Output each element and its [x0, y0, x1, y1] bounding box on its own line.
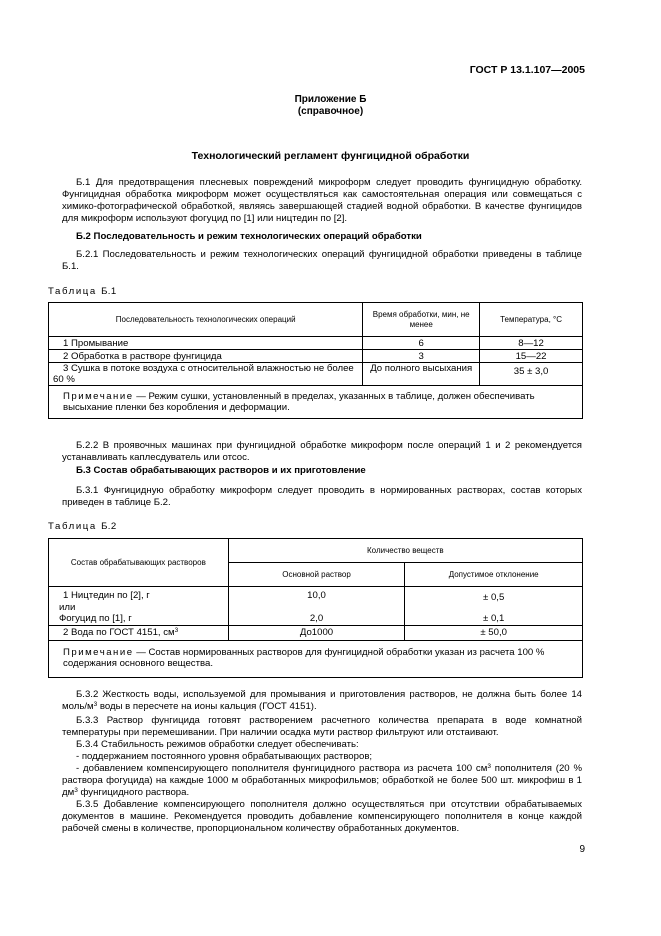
table-header-row — [49, 303, 583, 337]
text-run: пополнителя (20 % раствора фогуцида) на каждые 1000 м обработанных микрофильмов; обработкой не более 500 шт. микрофиш в 1 дм — [62, 763, 582, 798]
paragraph-b22-text: Б.2.2 В проявочных машинах при фунгицидной обработке микроформ после операций 1 и 2 рекомендуется устанавливать каплесдуватель или отсос. — [62, 440, 582, 463]
table-header-cell: Количество веществ — [228, 539, 582, 563]
table1-caption-number: Б.1 — [101, 286, 117, 297]
paragraph-b32-text — [62, 689, 582, 713]
table-cell-text: 2 Вода по ГОСТ 4151, см — [63, 626, 175, 638]
table-cell: 35 ± 3,0 — [480, 363, 583, 386]
table-header-row — [49, 539, 583, 563]
table1-caption-word: Таблица — [48, 286, 97, 297]
table-cell-line: ± 0,5 — [483, 592, 505, 603]
table-cell: 1 Промывание — [49, 337, 363, 350]
paragraph-b31-text: Б.3.1 Фунгицидную обработку микроформ следует проводить в нормированных растворах, состав которых приведен в таблице Б.2. — [62, 485, 582, 508]
table1-caption — [48, 286, 117, 298]
table-cell: 3 Сушка в потоке воздуха с относительной влажностью не более 60 % — [49, 363, 363, 386]
paragraph-b1 — [62, 177, 582, 225]
table-header-cell: Температура, °С — [480, 303, 583, 337]
paragraph-b34-text: Б.3.4 Стабильность режимов обработки следует обеспечивать: — [76, 739, 359, 750]
table-cell: 15—22 — [480, 350, 583, 363]
table-note-row — [49, 386, 583, 419]
table-cell — [228, 587, 405, 626]
table-row — [49, 363, 583, 386]
table-cell: До1000 — [228, 625, 405, 640]
table-cell — [49, 587, 229, 626]
appendix-subtitle: (справочное) — [297, 106, 364, 117]
table-cell: До полного высыхания — [363, 363, 480, 386]
table-header-cell: Последовательность технологических операций — [49, 303, 363, 337]
superscript: 3 — [487, 763, 491, 770]
paragraph-b31 — [62, 485, 582, 509]
table-cell: ± 50,0 — [405, 625, 583, 640]
table-row — [49, 337, 583, 350]
table2-caption — [48, 521, 117, 533]
document-header-id: ГОСТ Р 13.1.107—2005 — [469, 64, 585, 76]
section-title: Технологический регламент фунгицидной обработки — [191, 150, 470, 162]
paragraph-b1-text: Б.1 Для предотвращения плесневых повреждений микроформ следует проводить фунгицидную обработку. Фунгицидная обработка микроформ может осуществляться как самостоятельная операция или совмещаться с химико-фотографической обработкой, являясь завершающей стадией водной обработки. В качестве фунгицидов для микроформ используют фогуцид по [1] или ництедин по [2]. — [62, 177, 582, 224]
table-cell-line: 10,0 — [307, 590, 326, 601]
table-cell-line: Фогуцид по [1], г — [59, 613, 132, 624]
text-run: фунгицидного раствора. — [77, 787, 190, 798]
table-note — [49, 386, 583, 419]
table-note — [49, 640, 583, 677]
superscript: 3 — [174, 626, 179, 634]
table-b1 — [48, 302, 583, 419]
table-row — [49, 350, 583, 363]
table-b2 — [48, 538, 583, 678]
table-note-row — [49, 640, 583, 677]
appendix-title: Приложение Б — [294, 94, 367, 105]
table-cell-line: 1 Ництедин по [2], г — [63, 590, 150, 601]
table-header-cell: Допустимое отклонение — [405, 563, 583, 587]
table2-caption-number: Б.2 — [101, 521, 117, 532]
table-row — [49, 625, 583, 640]
paragraph-b35 — [62, 799, 582, 835]
table-header-cell: Основной раствор — [228, 563, 405, 587]
paragraph-b35-text: Б.3.5 Добавление компенсирующего пополнителя должно осуществляться при отсутствии обрабатываемых документов в машине. Рекомендуется проводить добавление компенсирующего пополнителя в конце каждой рабочей смены в количестве, пропорциональном количеству обработанных документов. — [62, 799, 582, 834]
table-cell — [405, 587, 583, 626]
table-note-label: Примечание — [63, 646, 134, 658]
text-run: воды в пересчете на ионы кальция (ГОСТ 4151). — [97, 701, 317, 712]
heading-b3: Б.3 Состав обрабатывающих растворов и их приготовление — [76, 465, 366, 476]
table-header-cell: Время обработки, мин, не менее — [363, 303, 480, 337]
table-header-cell: Состав обрабатывающих растворов — [49, 539, 229, 587]
table-note-text: — Режим сушки, установленный в пределах, указанных в таблице, должен обеспечивать высыхание пленки без коробления и деформации. — [63, 391, 535, 413]
text-run: Б.3.2 Жесткость воды, используемой для промывания и приготовления растворов, не должна быть более 14 моль/м — [62, 689, 582, 712]
paragraph-b33 — [62, 715, 582, 739]
table-cell: 6 — [363, 337, 480, 350]
table-cell: 8—12 — [480, 337, 583, 350]
table2-caption-word: Таблица — [48, 521, 97, 532]
paragraph-b33-text: Б.3.3 Раствор фунгицида готовят растворением расчетного количества препарата в воде комнатной температуры при перемешивании. При наличии осадка мути раствор фильтруют или отстаивают. — [62, 715, 582, 738]
superscript: 3 — [74, 787, 78, 794]
paragraph-b21-text: Б.2.1 Последовательность и режим технологических операций фунгицидной обработки приведены в таблице Б.1. — [62, 249, 582, 272]
page-number: 9 — [579, 844, 585, 855]
paragraph-b34-item — [62, 763, 582, 799]
superscript: 3 — [93, 701, 98, 708]
paragraph-b34 — [62, 739, 582, 799]
paragraph-b22 — [62, 440, 582, 464]
table-cell-line: или — [59, 601, 76, 613]
table-cell: 2 Обработка в растворе фунгицида — [49, 350, 363, 363]
heading-b2: Б.2 Последовательность и режим технологических операций обработки — [76, 231, 422, 242]
table-cell: 3 — [363, 350, 480, 363]
table-cell-line: ± 0,1 — [483, 612, 505, 624]
table-cell — [49, 625, 229, 640]
paragraph-b32 — [62, 689, 582, 713]
table-cell-line: 2,0 — [309, 613, 324, 624]
table-note-text: — Состав нормированных растворов для фунгицидной обработки указан из расчета 100 % содержания основного вещества. — [63, 646, 545, 669]
table-row — [49, 587, 583, 626]
table-note-label: Примечание — [63, 391, 134, 402]
text-run: - добавлением компенсирующего пополнителя фунгицидного раствора из расчета 100 см — [76, 763, 488, 774]
paragraph-b21 — [62, 249, 582, 273]
paragraph-b34-item: - поддержанием постоянного уровня обрабатывающих растворов; — [76, 751, 373, 762]
